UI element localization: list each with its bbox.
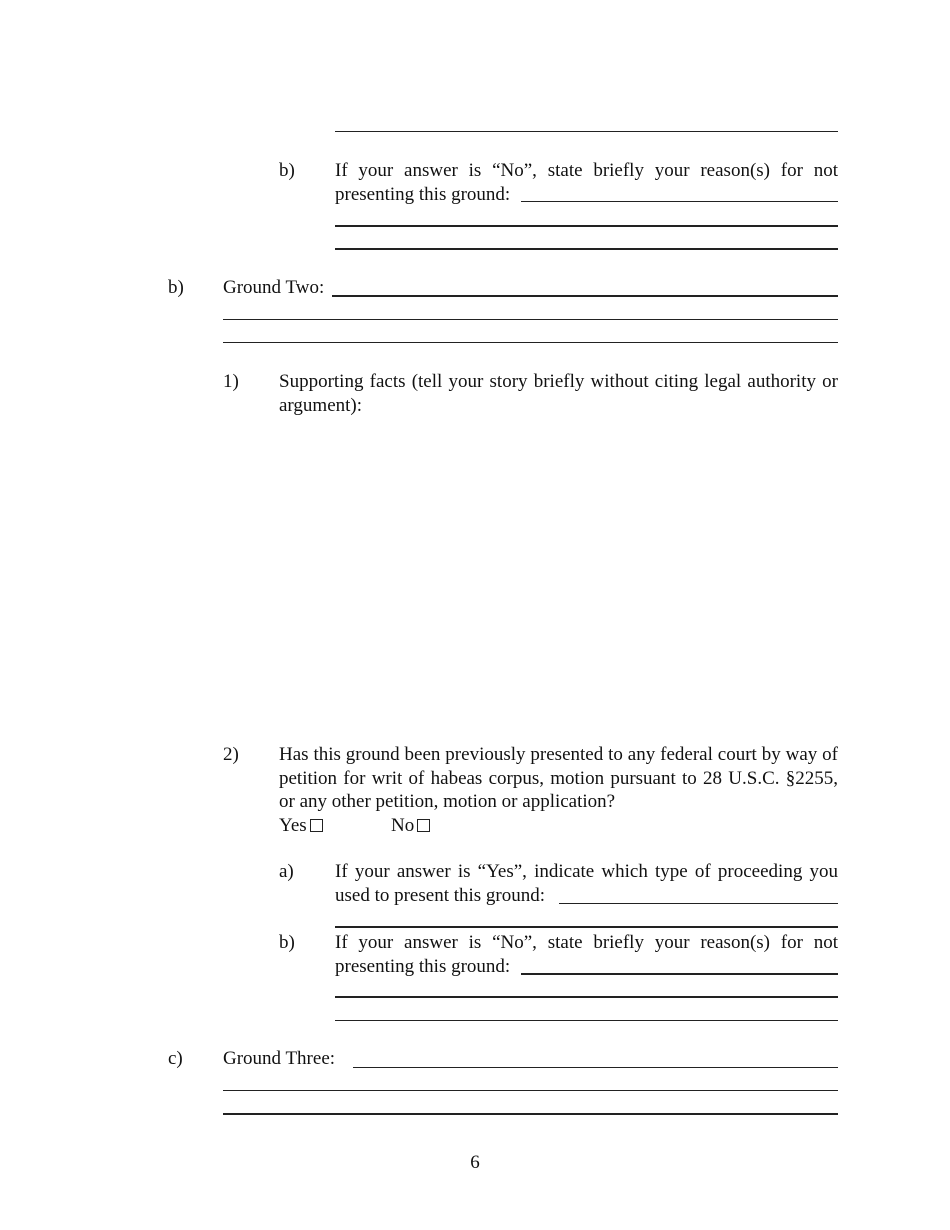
ground-answer-line[interactable] xyxy=(353,1067,838,1068)
answer-line[interactable] xyxy=(335,996,838,998)
no-label: No xyxy=(391,815,415,836)
ground-answer-line[interactable] xyxy=(223,342,838,343)
item-label: b) xyxy=(279,932,295,953)
answer-line[interactable] xyxy=(335,225,838,227)
ground-answer-line[interactable] xyxy=(223,319,838,320)
ground-label: b) xyxy=(168,277,184,298)
answer-yes-text: If your answer is “Yes”, indicate which type of proceeding you used to present this ground: xyxy=(335,861,838,906)
supporting-facts-text: Supporting facts (tell your story briefly without citing legal authority or argument): xyxy=(279,371,838,416)
answer-line[interactable] xyxy=(559,903,838,904)
answer-line[interactable] xyxy=(335,926,838,928)
no-checkbox[interactable] xyxy=(417,819,430,832)
answer-no-text: If your answer is “No”, state briefly your reason(s) for not presenting this ground: xyxy=(335,932,838,977)
answer-line[interactable] xyxy=(335,248,838,250)
no-option[interactable] xyxy=(391,814,430,837)
answer-line[interactable] xyxy=(335,1020,838,1021)
question-text: If your answer is “No”, state briefly your reason(s) for not presenting this ground: xyxy=(335,160,838,205)
yes-label: Yes xyxy=(279,815,307,836)
item-label: b) xyxy=(279,160,295,181)
answer-line[interactable] xyxy=(335,131,838,132)
ground-answer-line[interactable] xyxy=(223,1113,838,1115)
ground-answer-line[interactable] xyxy=(223,1090,838,1091)
yes-checkbox[interactable] xyxy=(310,819,323,832)
ground-title: Ground Three: xyxy=(223,1048,336,1069)
previously-presented-question: Has this ground been previously presented to any federal court by way of petition for writ of habeas corpus, motion pursuant to 28 U.S.C. §2255, or any other petition, motion or application? xyxy=(279,744,838,812)
answer-line[interactable] xyxy=(521,973,838,975)
supporting-facts-space[interactable] xyxy=(279,425,838,730)
item-label: a) xyxy=(279,861,294,882)
answer-line[interactable] xyxy=(521,201,838,202)
ground-label: c) xyxy=(168,1048,183,1069)
item-number: 2) xyxy=(223,744,239,765)
ground-title: Ground Two: xyxy=(223,277,325,298)
yes-option[interactable] xyxy=(279,814,323,837)
item-number: 1) xyxy=(223,371,239,392)
ground-answer-line[interactable] xyxy=(332,295,838,297)
page-number: 6 xyxy=(470,1152,480,1173)
